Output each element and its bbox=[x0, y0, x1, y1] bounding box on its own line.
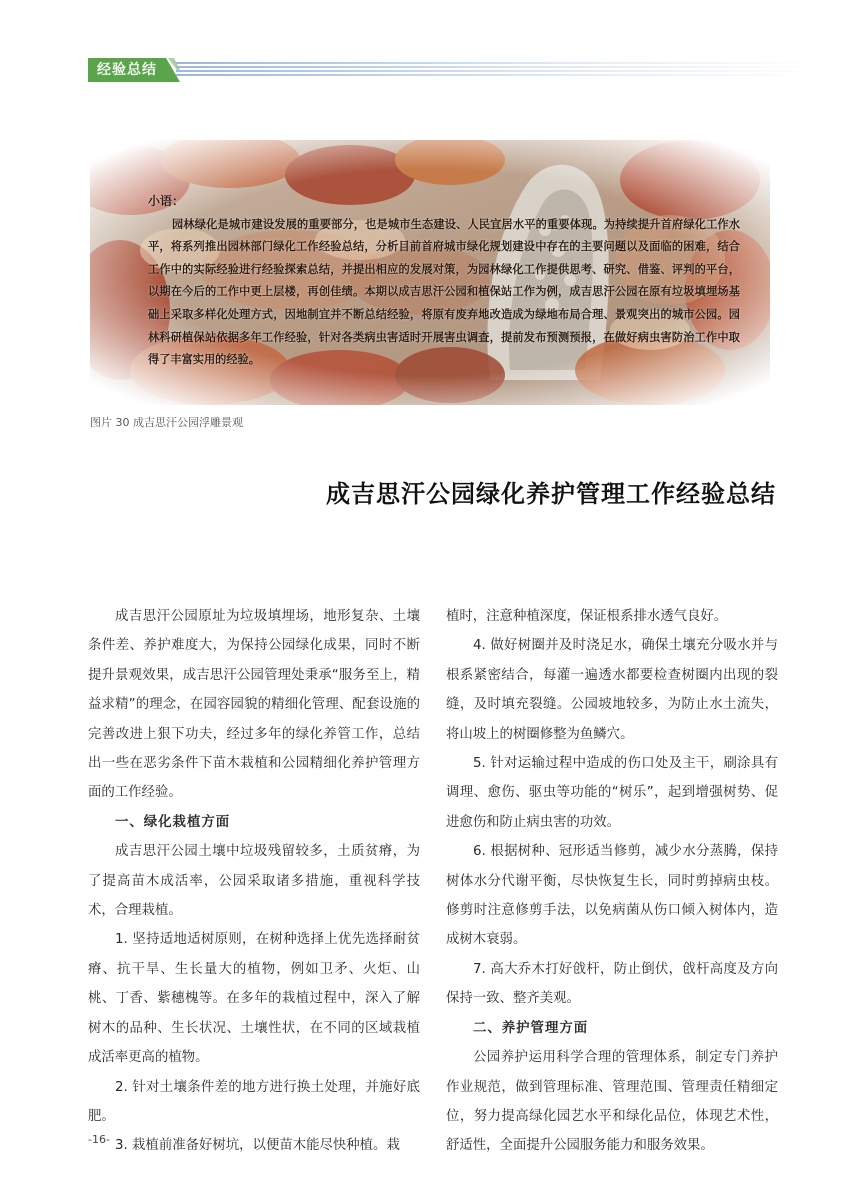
paragraph: 成吉思汗公园土壤中垃圾残留较多，土质贫瘠，为了提高苗木成活率，公园采取诸多措施，重视科学技术，合理栽植。 bbox=[88, 844, 420, 919]
intro-block bbox=[148, 190, 740, 371]
paragraph: 7. 高大乔木打好戗杆，防止倒伏，戗杆高度及方向保持一致、整齐美观。 bbox=[446, 961, 778, 1007]
intro-body: 园林绿化是城市建设发展的重要部分，也是城市生态建设、人民宜居水平的重要体现。为持续提升首府绿化工作水平，将系列推出园林部门绿化工作经验总结，分析目前首府城市绿化规划建设中存在的主要问题以及面临的困难，结合工作中的实际经验进行经验探索总结，并提出相应的发展对策，为园林绿化工作提供思考、研究、借鉴、评判的平台，以期在今后的工作中更上层楼，再创佳绩。本期以成吉思汗公园和植保站工作为例，成吉思汗公园在原有垃圾填埋场基础上采取多样化处理方式，因地制宜并不断总结经验，将原有废弃地改造成为绿地布局合理、景观突出的城市公园。园林科研植保站依据多年工作经验，针对各类病虫害适时开展害虫调查，提前发布预测预报，在做好病虫害防治工作中取得了丰富实用的经验。 bbox=[148, 216, 740, 367]
section-heading: 二、养护管理方面 bbox=[473, 1020, 589, 1036]
paragraph: 植时，注意种植深度，保证根系排水透气良好。 bbox=[446, 609, 728, 624]
article-title: 成吉思汗公园绿化养护管理工作经验总结 bbox=[326, 480, 776, 508]
left-column bbox=[88, 602, 420, 1161]
paragraph: 2. 针对土壤条件差的地方进行换土处理，并施好底肥。 bbox=[88, 1079, 420, 1124]
section-heading: 一、绿化栽植方面 bbox=[115, 814, 231, 830]
right-column bbox=[446, 602, 778, 1161]
section-tag-label: 经验总结 bbox=[97, 62, 157, 78]
intro-label: 小语： bbox=[148, 194, 185, 208]
paragraph: 5. 针对运输过程中造成的伤口处及主干，刷涂具有调理、愈伤、驱虫等功能的“树乐”，起到增强树势、促进愈伤和防止病虫害的功效。 bbox=[446, 756, 778, 830]
paragraph: 公园养护运用科学合理的管理体系，制定专门养护作业规范，做到管理标准、管理范围、管理责任精细定位，努力提高绿化园艺水平和绿化品位，体现艺术性，舒适性，全面提升公园服务能力和服务效果。 bbox=[446, 1050, 778, 1154]
paragraph: 6. 根据树种、冠形适当修剪，减少水分蒸腾，保持树体水分代谢平衡，尽快恢复生长，同时剪掉病虫枝。修剪时注意修剪手法，以免病菌从伤口倾入树体内，造成树木衰弱。 bbox=[446, 844, 778, 948]
page-number: -16- bbox=[88, 1133, 110, 1146]
section-tag bbox=[88, 58, 178, 82]
paragraph: 1. 坚持适地适树原则，在树种选择上优先选择耐贫瘠、抗干旱、生长量大的植物，例如卫矛、火炬、山桃、丁香、紫穗槐等。在多年的栽植过程中，深入了解树木的品种、生长状况、土壤性状，在不同的区域栽植成活率更高的植物。 bbox=[88, 932, 420, 1066]
paragraph: 3. 栽植前准备好树坑，以便苗木能尽快种植。栽 bbox=[115, 1138, 400, 1154]
photo-caption: 图片 30 成吉思汗公园浮雕景观 bbox=[90, 416, 243, 429]
header-decoration bbox=[176, 62, 816, 78]
paragraph: 4. 做好树圈并及时浇足水，确保土壤充分吸水并与根系紧密结合，每灌一遍透水都要检查树圈内出现的裂缝，及时填充裂缝。公园坡地较多，为防止水土流失，将山坡上的树圈修整为鱼鳞穴。 bbox=[446, 638, 778, 742]
paragraph: 成吉思汗公园原址为垃圾填埋场，地形复杂、土壤条件差、养护难度大，为保持公园绿化成果，同时不断提升景观效果，成吉思汗公园管理处秉承“服务至上，精益求精”的理念，在园容园貌的精细化管理、配套设施的完善改进上狠下功夫，经过多年的绿化养管工作，总结出一些在恶劣条件下苗木栽植和公园精细化养护管理方面的工作经验。 bbox=[88, 609, 420, 801]
